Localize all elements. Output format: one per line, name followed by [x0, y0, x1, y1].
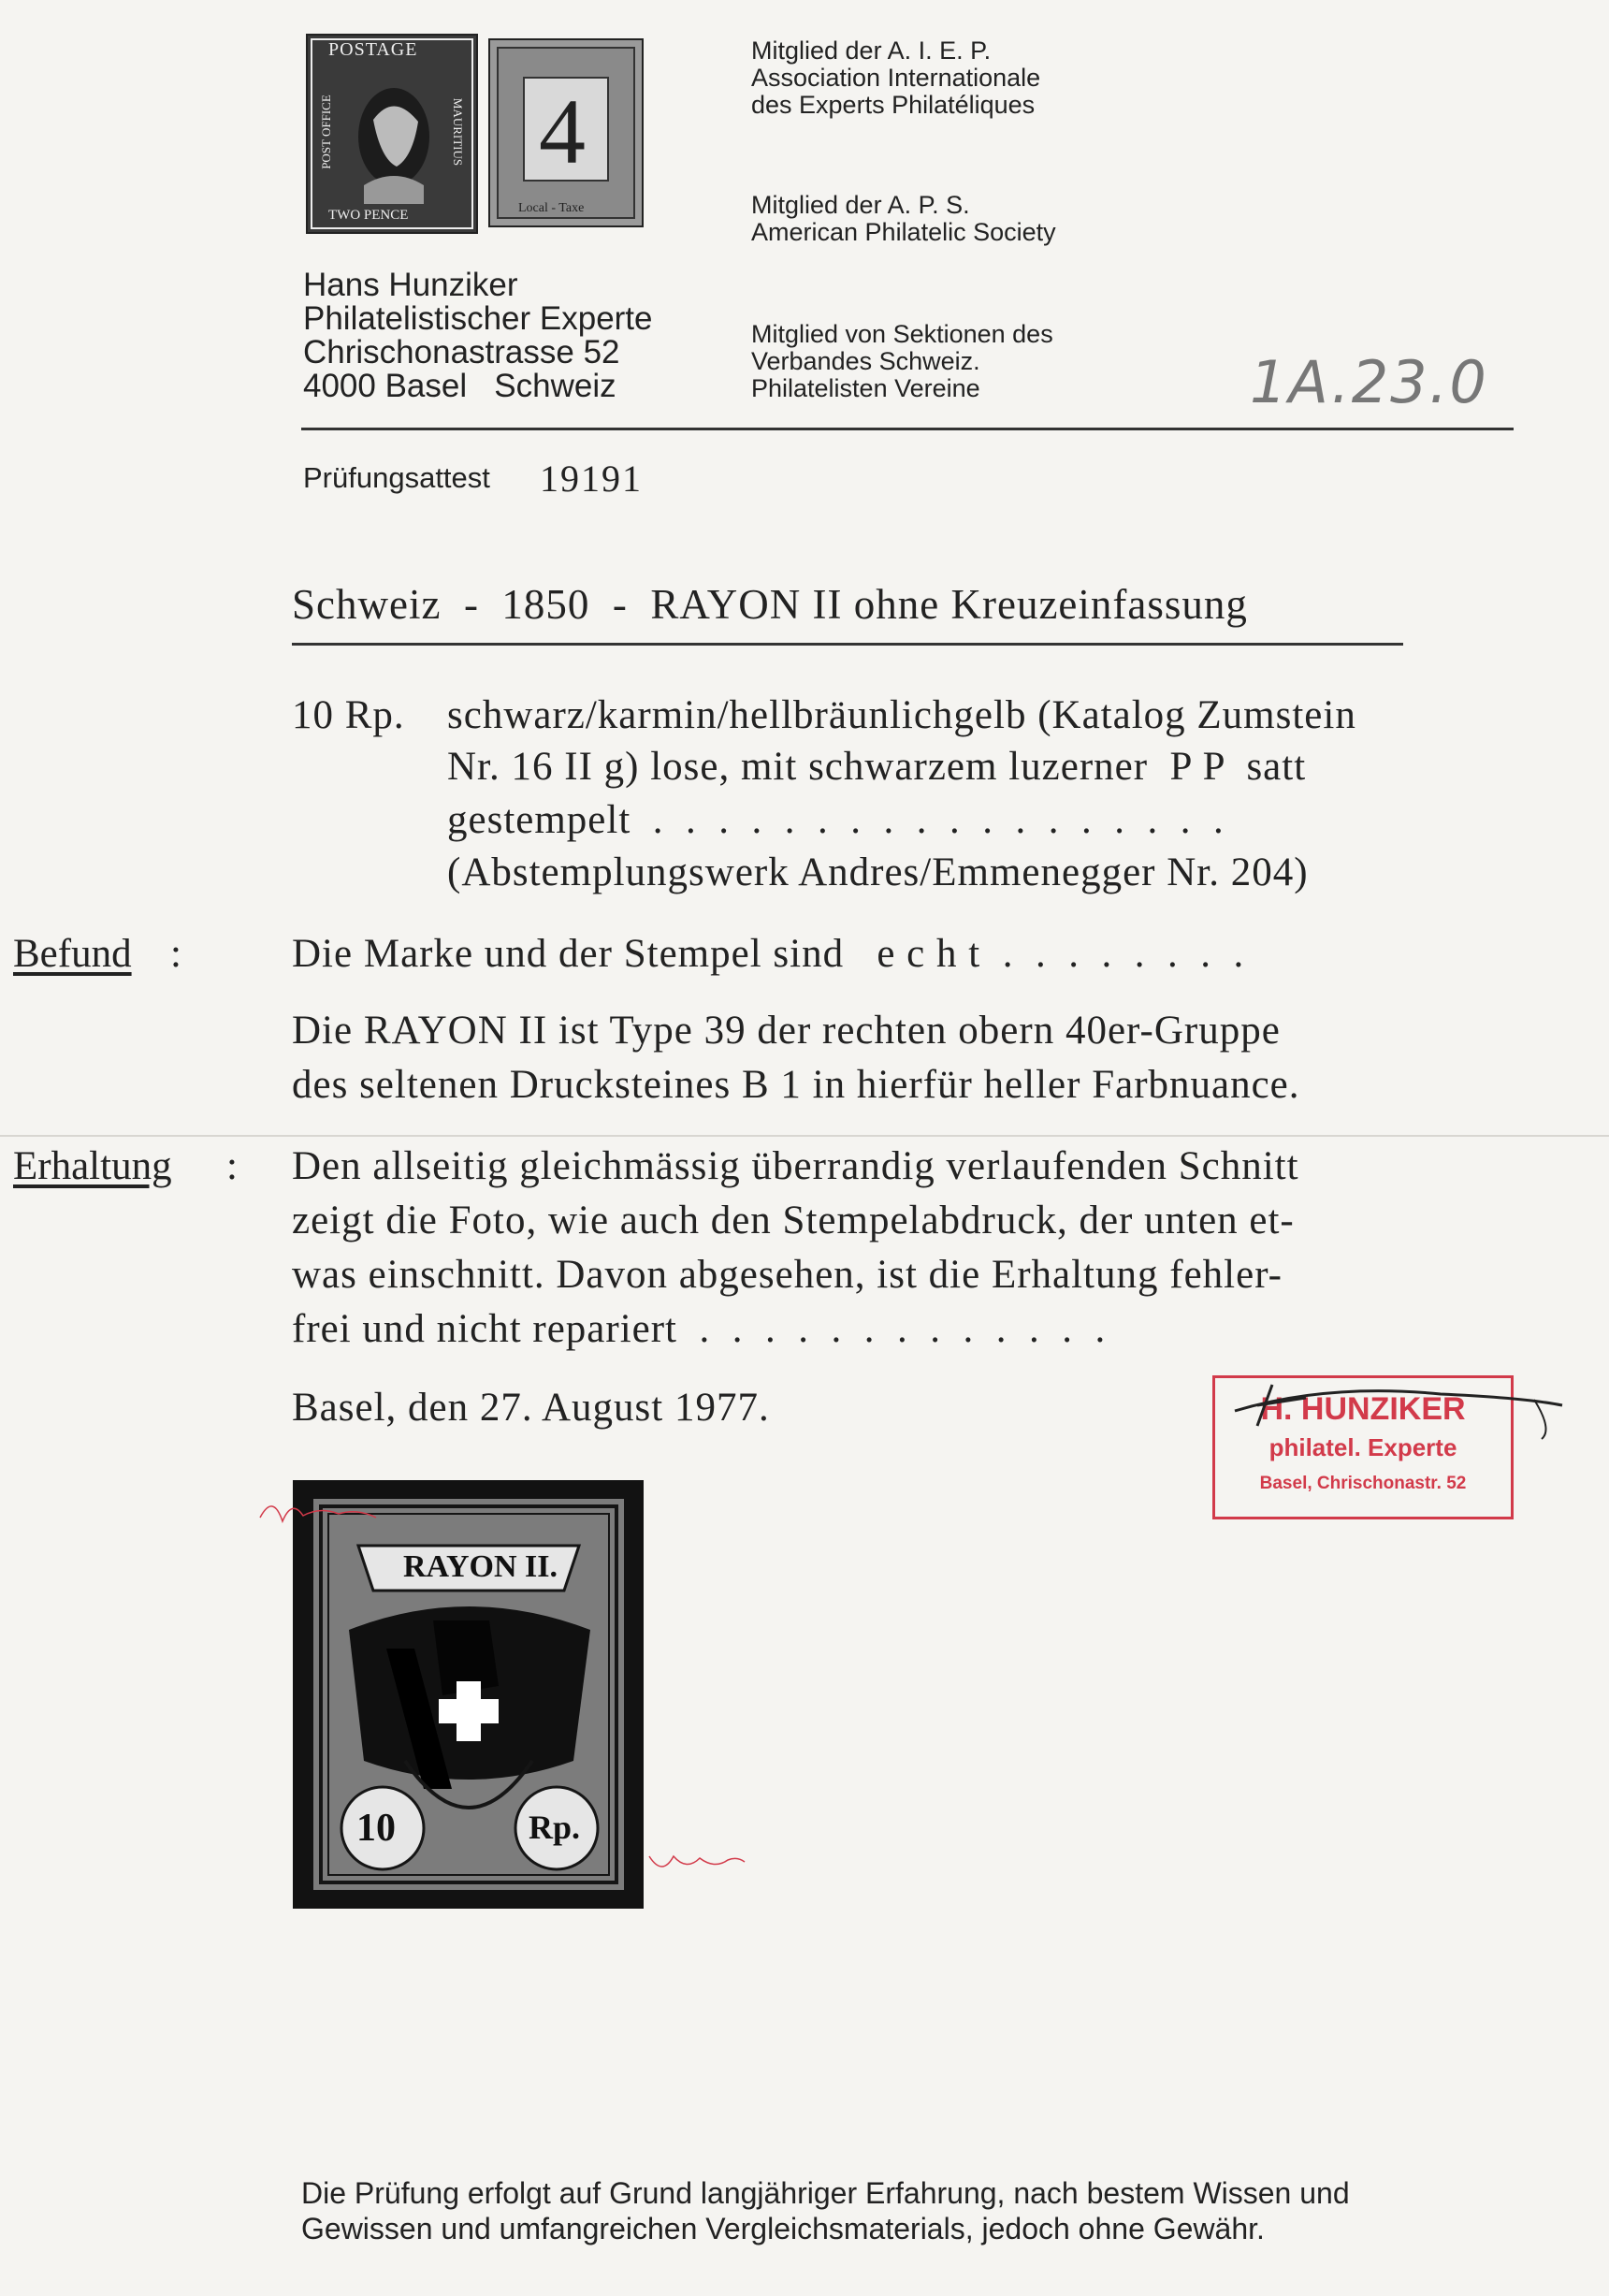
- mauritius-bottom-text: TWO PENCE: [328, 208, 409, 223]
- basel-stamp-bottom-text: Local - Taxe: [518, 201, 585, 215]
- paper-fold-line: [0, 1135, 1609, 1137]
- erhaltung-line-4: frei und nicht repariert . . . . . . . . . . . . .: [292, 1307, 1107, 1351]
- befund-colon: :: [170, 932, 181, 976]
- disclaimer-line-1: Die Prüfung erfolgt auf Grund langjähriger Erfahrung, nach bestem Wissen und: [301, 2176, 1350, 2210]
- mauritius-stamp-image: [306, 34, 478, 234]
- stamp-banner-text: RAYON II.: [403, 1549, 558, 1584]
- expert-street: Chrischonastrasse 52: [303, 334, 620, 371]
- stamp-value: 10 Rp.: [292, 693, 405, 737]
- signature-mark-icon: [1216, 1373, 1572, 1448]
- mauritius-top-text: POSTAGE: [328, 39, 418, 60]
- basel-local-stamp-image: [488, 38, 644, 227]
- membership-aiep: Mitglied der A. I. E. P. Association Internationale des Experts Philatéliques: [751, 36, 1041, 119]
- mauritius-left-text: POST OFFICE: [319, 94, 333, 169]
- erhaltung-line-2: zeigt die Foto, wie auch den Stempelabdruck, der unten et-: [292, 1199, 1295, 1242]
- place-date: Basel, den 27. August 1977.: [292, 1386, 770, 1430]
- mauritius-right-text: MAURITIUS: [451, 97, 465, 167]
- expert-name: Hans Hunziker: [303, 267, 518, 303]
- certificate-label: Prüfungsattest: [303, 461, 490, 494]
- befund-line-2: Die RAYON II ist Type 39 der rechten obern 40er-Gruppe: [292, 1009, 1281, 1053]
- erhaltung-line-3: was einschnitt. Davon abgesehen, ist die Erhaltung fehler-: [292, 1253, 1283, 1297]
- expert-city: 4000 Basel Schweiz: [303, 368, 616, 404]
- expert-address: [303, 269, 653, 403]
- red-stamp-address: Basel, Chrischonastr. 52: [1259, 1474, 1467, 1493]
- rayon-stamp-photo: [293, 1480, 644, 1909]
- stamp-value-right: Rp.: [529, 1809, 581, 1846]
- membership-swiss: Mitglied von Sektionen des Verbandes Schweiz. Philatelisten Vereine: [751, 320, 1053, 402]
- membership-aps: Mitglied der A. P. S. American Philatelic Society: [751, 191, 1056, 246]
- stamp-value-left: 10: [356, 1807, 396, 1850]
- red-stamp-title: philatel. Experte: [1268, 1433, 1457, 1461]
- certificate-title: Schweiz - 1850 - RAYON II ohne Kreuzeinfassung: [292, 581, 1248, 628]
- header-divider: [301, 428, 1514, 430]
- disclaimer-line-2: Gewissen und umfangreichen Vergleichsmaterials, jedoch ohne Gewähr.: [301, 2212, 1265, 2245]
- red-pencil-signature-top: [254, 1489, 385, 1536]
- befund-label: Befund: [13, 932, 132, 976]
- handwritten-catalog-note: 1A.23.0: [1250, 348, 1488, 416]
- erhaltung-label: Erhaltung: [13, 1144, 172, 1188]
- expert-title: Philatelistischer Experte: [303, 300, 653, 337]
- description-line-2: Nr. 16 II g) lose, mit schwarzem luzerner P P satt: [447, 745, 1307, 789]
- red-stamp-name: H. HUNZIKER: [1260, 1391, 1466, 1427]
- title-underline: [292, 643, 1403, 646]
- befund-line-1: Die Marke und der Stempel sind e c h t . . . . . . . .: [292, 932, 1245, 976]
- basel-stamp-numeral: 4: [539, 80, 586, 183]
- erhaltung-colon: :: [226, 1144, 238, 1188]
- description-line-4: (Abstemplungswerk Andres/Emmenegger Nr. 204): [447, 850, 1309, 894]
- disclaimer-footer: [301, 2175, 1350, 2246]
- red-pencil-signature-bottom: [645, 1838, 748, 1884]
- description-line-3: gestempelt . . . . . . . . . . . . . . . . . .: [447, 798, 1225, 842]
- certificate-number: 19191: [540, 458, 643, 500]
- erhaltung-line-1: Den allseitig gleichmässig überrandig verlaufenden Schnitt: [292, 1144, 1299, 1188]
- befund-line-3: des seltenen Drucksteines B 1 in hierfür heller Farbnuance.: [292, 1063, 1300, 1107]
- description-line-1: schwarz/karmin/hellbräunlichgelb (Katalog Zumstein: [447, 693, 1356, 737]
